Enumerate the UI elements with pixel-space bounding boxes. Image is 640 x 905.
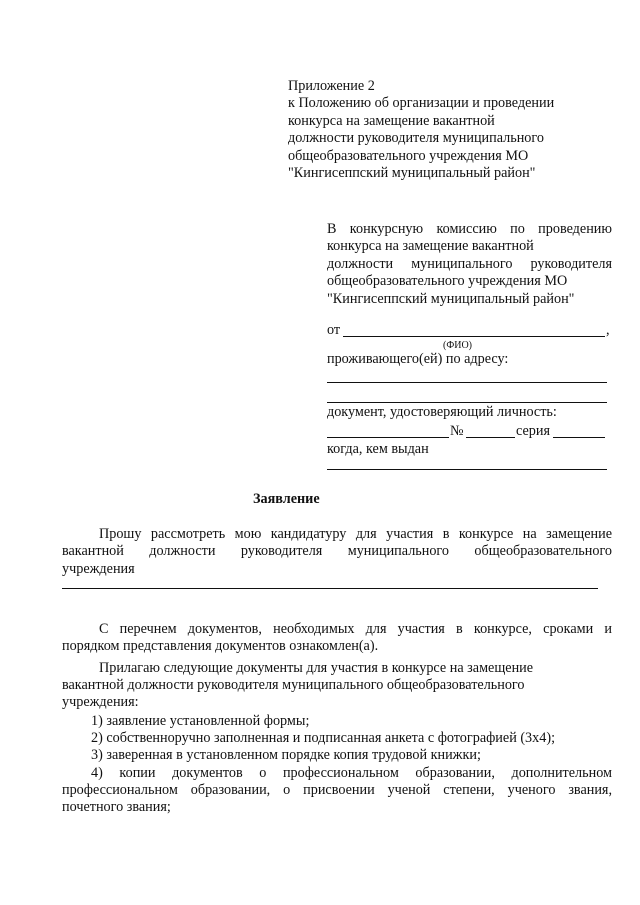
request-line: Прошу рассмотреть мою кандидатуру для участия в конкурсе на замещение — [99, 526, 612, 542]
from-comma: , — [606, 322, 610, 338]
appendix-line: Приложение 2 — [288, 78, 375, 94]
documents-list — [62, 713, 612, 816]
series-label: серия — [516, 423, 550, 439]
attach-line: вакантной должности руководителя муниципального общеобразовательного — [62, 676, 525, 693]
from-label: от — [327, 322, 341, 338]
appendix-line: конкурса на замещение вакантной — [288, 112, 495, 129]
id-number-field-line[interactable] — [466, 437, 515, 438]
fio-field-line[interactable] — [343, 336, 605, 337]
residence-label: проживающего(ей) по адресу: — [327, 351, 509, 367]
attach-line: учреждения: — [62, 693, 139, 710]
institution-field-line[interactable] — [62, 588, 598, 589]
appendix-line: "Кингисеппский муниципальный район" — [288, 165, 536, 182]
appendix-line: к Положению об организации и проведении — [288, 95, 555, 112]
request-line: учреждения — [62, 560, 135, 577]
fio-hint: (ФИО) — [443, 340, 473, 351]
number-label: № — [450, 423, 464, 439]
list-item-continuation: профессиональном образовании, о присвоении ученой степени, ученого звания, — [62, 781, 612, 798]
list-item: 3) заверенная в установленном порядке копия трудовой книжки; — [91, 747, 481, 764]
acquainted-paragraph — [62, 621, 612, 656]
document-title: Заявление — [253, 491, 320, 507]
appendix-line: должности руководителя муниципального — [288, 130, 544, 147]
addressee-block — [327, 221, 612, 308]
list-item: 1) заявление установленной формы; — [91, 713, 310, 729]
attach-line: Прилагаю следующие документы для участия в конкурсе на замещение — [99, 660, 534, 676]
id-first-field-line[interactable] — [327, 437, 449, 438]
request-paragraph — [62, 526, 612, 578]
id-series-field-line[interactable] — [553, 437, 605, 438]
attach-paragraph — [62, 660, 612, 710]
request-line: вакантной должности руководителя муниципального общеобразовательного — [62, 543, 612, 560]
issued-field-line[interactable] — [327, 469, 607, 470]
acquainted-line: С перечнем документов, необходимых для участия в конкурсе, сроками и — [99, 621, 612, 637]
addressee-line: конкурса на замещение вакантной — [327, 238, 534, 255]
addressee-line: общеобразовательного учреждения МО — [327, 273, 568, 290]
list-item-continuation: почетного звания; — [62, 799, 171, 816]
id-document-label: документ, удостоверяющий личность: — [327, 404, 557, 420]
appendix-header — [288, 78, 588, 182]
addressee-line: "Кингисеппский муниципальный район" — [327, 290, 575, 307]
acquainted-line: порядком представления документов ознакомлен(а). — [62, 638, 379, 655]
appendix-line: общеобразовательного учреждения МО — [288, 147, 529, 164]
addressee-line: должности муниципального руководителя — [327, 255, 612, 272]
address-field-line-2[interactable] — [327, 402, 607, 403]
addressee-line: В конкурсную комиссию по проведению — [327, 221, 612, 237]
list-item: 2) собственноручно заполненная и подписанная анкета с фотографией (3х4); — [91, 730, 556, 747]
list-item: 4) копии документов о профессиональном образовании, дополнительном — [91, 764, 612, 781]
issued-label: когда, кем выдан — [327, 441, 429, 457]
address-field-line-1[interactable] — [327, 382, 607, 383]
